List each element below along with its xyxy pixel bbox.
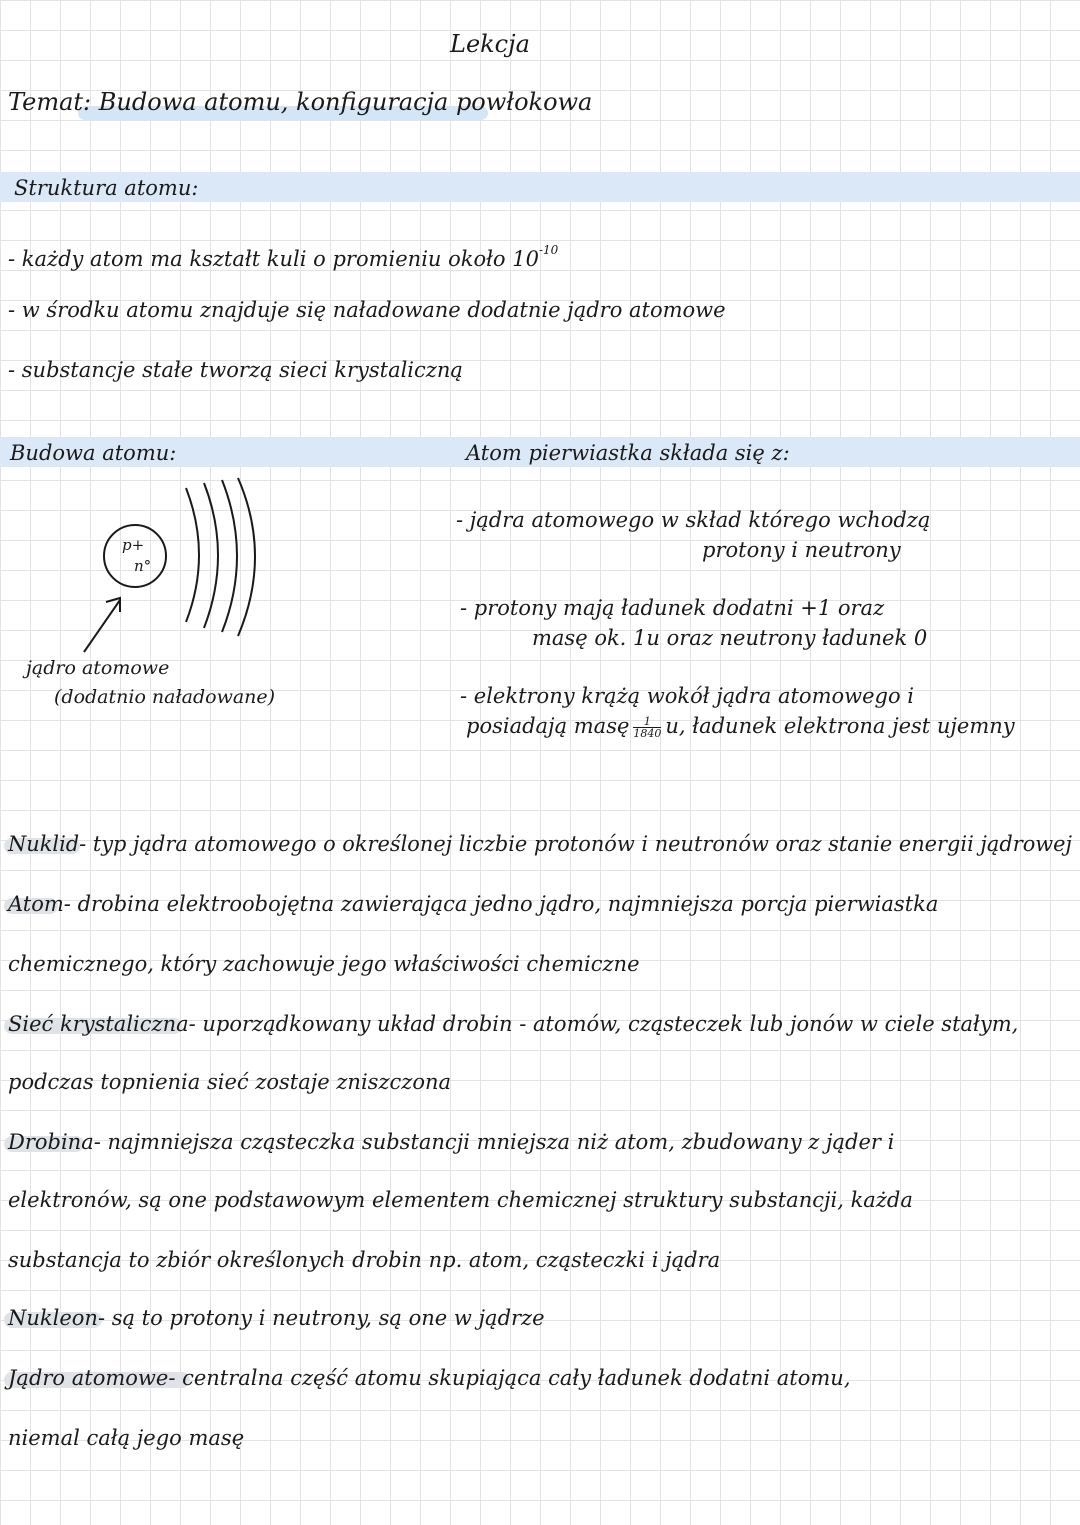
definition-nukleon (8, 1304, 545, 1332)
definition-siec (8, 1010, 1018, 1038)
structure-bullet-2: - w środku atomu znajduje się naładowane dodatnie jądro atomowe (8, 298, 726, 322)
electron-mass-fraction (633, 716, 661, 739)
nucleus-circle (104, 525, 166, 587)
electron-shell-4 (238, 478, 255, 636)
definition-text: - uporządkowany układ drobin - atomów, cząsteczek lub jonów w ciele stałym, (188, 1012, 1019, 1036)
definition-term: Sieć krystaliczna (8, 1012, 189, 1036)
composition-item-2-line1: - protony mają ładunek dodatni +1 oraz (460, 596, 885, 620)
nucleus-proton: p+ (122, 536, 145, 554)
electron-shell-3 (222, 480, 237, 632)
electron-shell-1 (186, 488, 199, 622)
definition-text: - typ jądra atomowego o określonej liczbie protonów i neutronów oraz stanie energii jądrowej (79, 832, 1073, 856)
definition-text: - najmniejsza cząsteczka substancji mniejsza niż atom, zbudowany z jąder i (93, 1130, 895, 1154)
electron-charge-text: u, ładunek elektrona jest ujemny (665, 714, 1015, 738)
definition-drobina-cont-1: elektronów, są one podstawowym elementem chemicznej struktury substancji, każda (8, 1188, 913, 1212)
definition-text: - są to protony i neutrony, są one w jądrze (97, 1306, 545, 1330)
structure-heading: Struktura atomu: (14, 176, 199, 200)
nucleus-label-1: jądro atomowe (26, 657, 170, 679)
fraction-numerator: 1 (633, 716, 661, 728)
composition-item-3-line2 (466, 712, 1015, 740)
definition-term: Jądro atomowe (8, 1366, 169, 1390)
definition-term: Nukleon (8, 1306, 98, 1330)
structure-bullet-3: - substancje stałe tworzą sieci krystaliczną (8, 358, 463, 382)
definition-drobina (8, 1128, 894, 1156)
definition-jadro (8, 1364, 851, 1392)
exponent: -10 (538, 243, 559, 257)
definition-nuklid (8, 830, 1072, 858)
composed-heading: Atom pierwiastka składa się z: (466, 441, 790, 465)
topic-text: Budowa atomu, konfiguracja powłokowa (98, 88, 593, 116)
nucleus-label-2: (dodatnio naładowane) (54, 686, 276, 708)
build-heading: Budowa atomu: (10, 441, 177, 465)
composition-item-1-line2: protony i neutrony (702, 538, 901, 562)
composition-item-3-line1: - elektrony krążą wokół jądra atomowego i (460, 684, 915, 708)
definition-drobina-cont-2: substancja to zbiór określonych drobin np. atom, cząsteczki i jądra (8, 1248, 721, 1272)
fraction-denominator: 1840 (633, 727, 662, 740)
page-title: Lekcja (450, 30, 530, 58)
nucleus-arrow (84, 600, 120, 652)
composition-item-1-line1: - jądra atomowego w skład którego wchodzą (456, 508, 931, 532)
definition-text: - drobina elektroobojętna zawierająca jedno jądro, najmniejsza porcja pierwiastka (63, 892, 939, 916)
composition-item-2-line2: masę ok. 1u oraz neutrony ładunek 0 (532, 626, 928, 650)
electron-mass-label: posiadają masę (466, 714, 630, 738)
definition-atom (8, 890, 938, 918)
definition-term: Atom (8, 892, 64, 916)
electron-shell-2 (204, 483, 218, 628)
structure-bullet-1-text: - każdy atom ma kształt kuli o promieniu około 10 (8, 247, 539, 271)
nucleus-neutron: n° (134, 557, 152, 575)
definition-siec-cont: podczas topnienia sieć zostaje zniszczona (8, 1070, 452, 1094)
definition-text: - centralna część atomu skupiająca cały ładunek dodatni atomu, (168, 1366, 851, 1390)
definition-term: Nuklid (8, 832, 80, 856)
definition-atom-cont: chemicznego, który zachowuje jego właściwości chemiczne (8, 952, 640, 976)
definition-term: Drobina (8, 1130, 94, 1154)
definition-jadro-cont: niemal całą jego masę (8, 1426, 245, 1450)
topic-label: Temat: (8, 88, 92, 116)
